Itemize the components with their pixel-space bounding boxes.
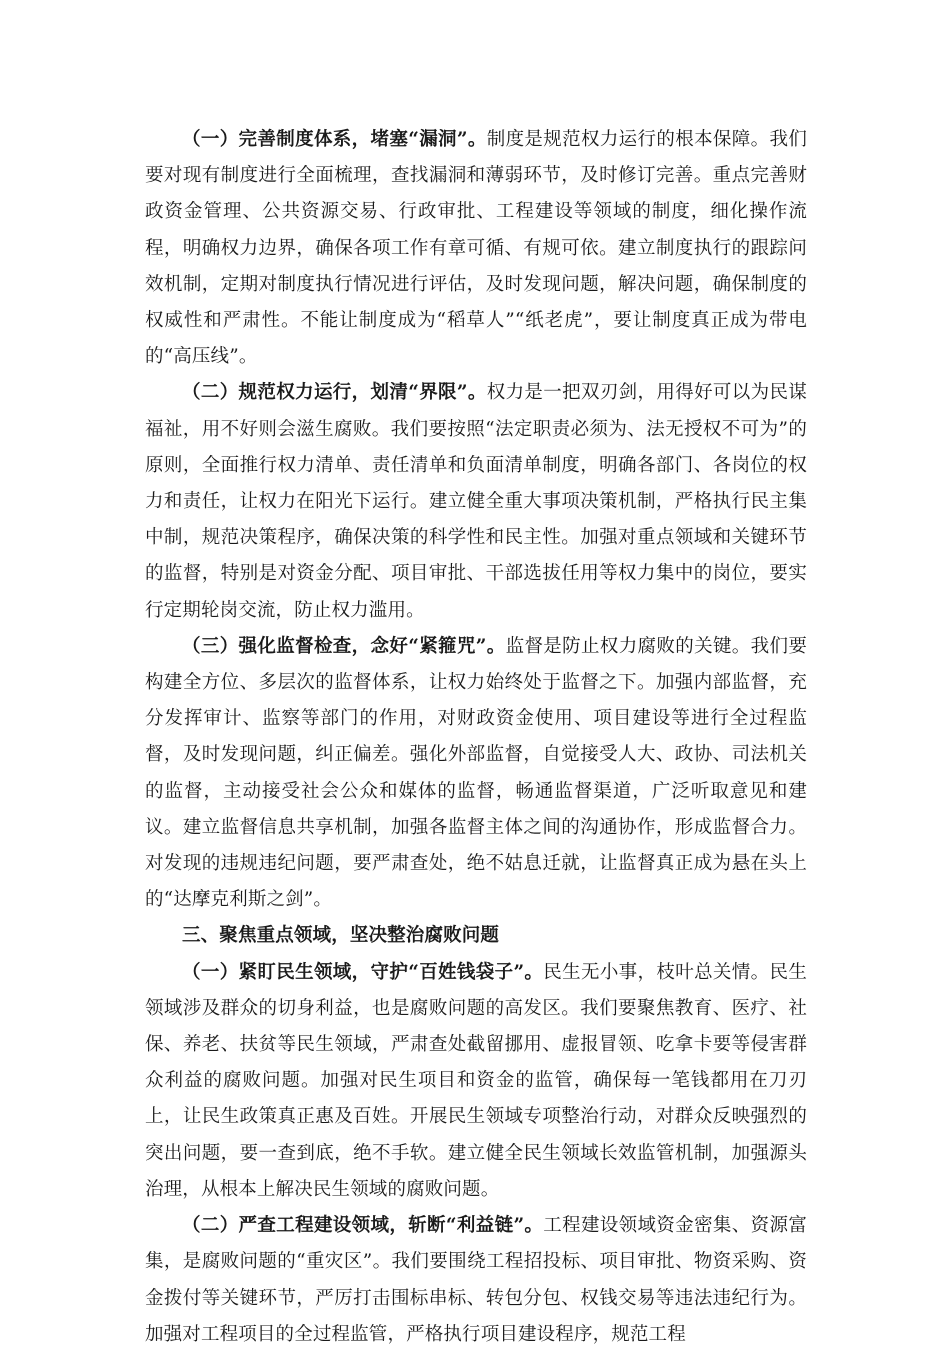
section-heading: 三、聚焦重点领域，坚决整治腐败问题 <box>182 925 500 947</box>
paragraph-body: 民生无小事，枝叶总关情。民生领域涉及群众的切身利益，也是腐败问题的高发区。我们要聚焦教育、医疗、社保、养老、扶贫等民生领域，严肃查处截留挪用、虚报冒领、吃拿卡要等侵害群众利益的腐败问题。加强对民生项目和资金的监管，确保每一笔钱都用在刀刃上，让民生政策真正惠及百姓。开展民生领域专项整治行动，对群众反映强烈的突出问题，要一查到底，绝不手软。建立健全民生领域长效监管机制，加强源头治理，从根本上解决民生领域的腐败问题。 <box>145 961 807 1200</box>
document-page <box>145 122 807 1353</box>
paragraph-strengthen-supervision <box>145 629 807 919</box>
paragraph-body: 制度是规范权力运行的根本保障。我们要对现有制度进行全面梳理，查找漏洞和薄弱环节，及时修订完善。重点完善财政资金管理、公共资源交易、行政审批、工程建设等领域的制度，细化操作流程，明确权力边界，确保各项工作有章可循、有规可依。建立制度执行的跟踪问效机制，定期对制度执行情况进行评估，及时发现问题，解决问题，确保制度的权威性和严肃性。不能让制度成为“稻草人”“纸老虎”，要让制度真正成为带电的“高压线”。 <box>145 129 807 368</box>
paragraph-lead: （二）规范权力运行，划清“界限”。 <box>182 382 487 404</box>
paragraph-body: 权力是一把双刃剑，用得好可以为民谋福祉，用不好则会滋生腐败。我们要按照“法定职责必须为、法无授权不可为”的原则，全面推行权力清单、责任清单和负面清单制度，明确各部门、各岗位的权力和责任，让权力在阳光下运行。建立健全重大事项决策机制，严格执行民主集中制，规范决策程序，确保决策的科学性和民主性。加强对重点领域和关键环节的监督，特别是对资金分配、项目审批、干部选拔任用等权力集中的岗位，要实行定期轮岗交流，防止权力滥用。 <box>145 382 807 621</box>
paragraph-improve-system <box>145 122 807 375</box>
paragraph-body: 监督是防止权力腐败的关键。我们要构建全方位、多层次的监督体系，让权力始终处于监督之下。加强内部监督，充分发挥审计、监察等部门的作用，对财政资金使用、项目建设等进行全过程监督，及时发现问题，纠正偏差。强化外部监督，自觉接受人大、政协、司法机关的监督，主动接受社会公众和媒体的监督，畅通监督渠道，广泛听取意见和建议。建立监督信息共享机制，加强各监督主体之间的沟通协作，形成监督合力。对发现的违规违纪问题，要严肃查处，绝不姑息迁就，让监督真正成为悬在头上的“达摩克利斯之剑”。 <box>145 635 807 911</box>
paragraph-body: 工程建设领域资金密集、资源富集，是腐败问题的“重灾区”。我们要围绕工程招投标、项目审批、物资采购、资金拨付等关键环节，严厉打击围标串标、转包分包、权钱交易等违法违纪行为。加强对工程项目的全过程监管，严格执行项目建设程序，规范工程 <box>145 1215 807 1345</box>
paragraph-lead: （三）强化监督检查，念好“紧箍咒”。 <box>182 635 506 657</box>
paragraph-lead: （二）严查工程建设领域，斩断“利益链”。 <box>182 1215 544 1237</box>
paragraph-lead: （一）完善制度体系，堵塞“漏洞”。 <box>182 129 487 150</box>
paragraph-regulate-power <box>145 375 807 628</box>
paragraph-engineering <box>145 1208 807 1353</box>
paragraph-livelihood <box>145 955 807 1208</box>
paragraph-lead: （一）紧盯民生领域，守护“百姓钱袋子”。 <box>182 961 544 983</box>
